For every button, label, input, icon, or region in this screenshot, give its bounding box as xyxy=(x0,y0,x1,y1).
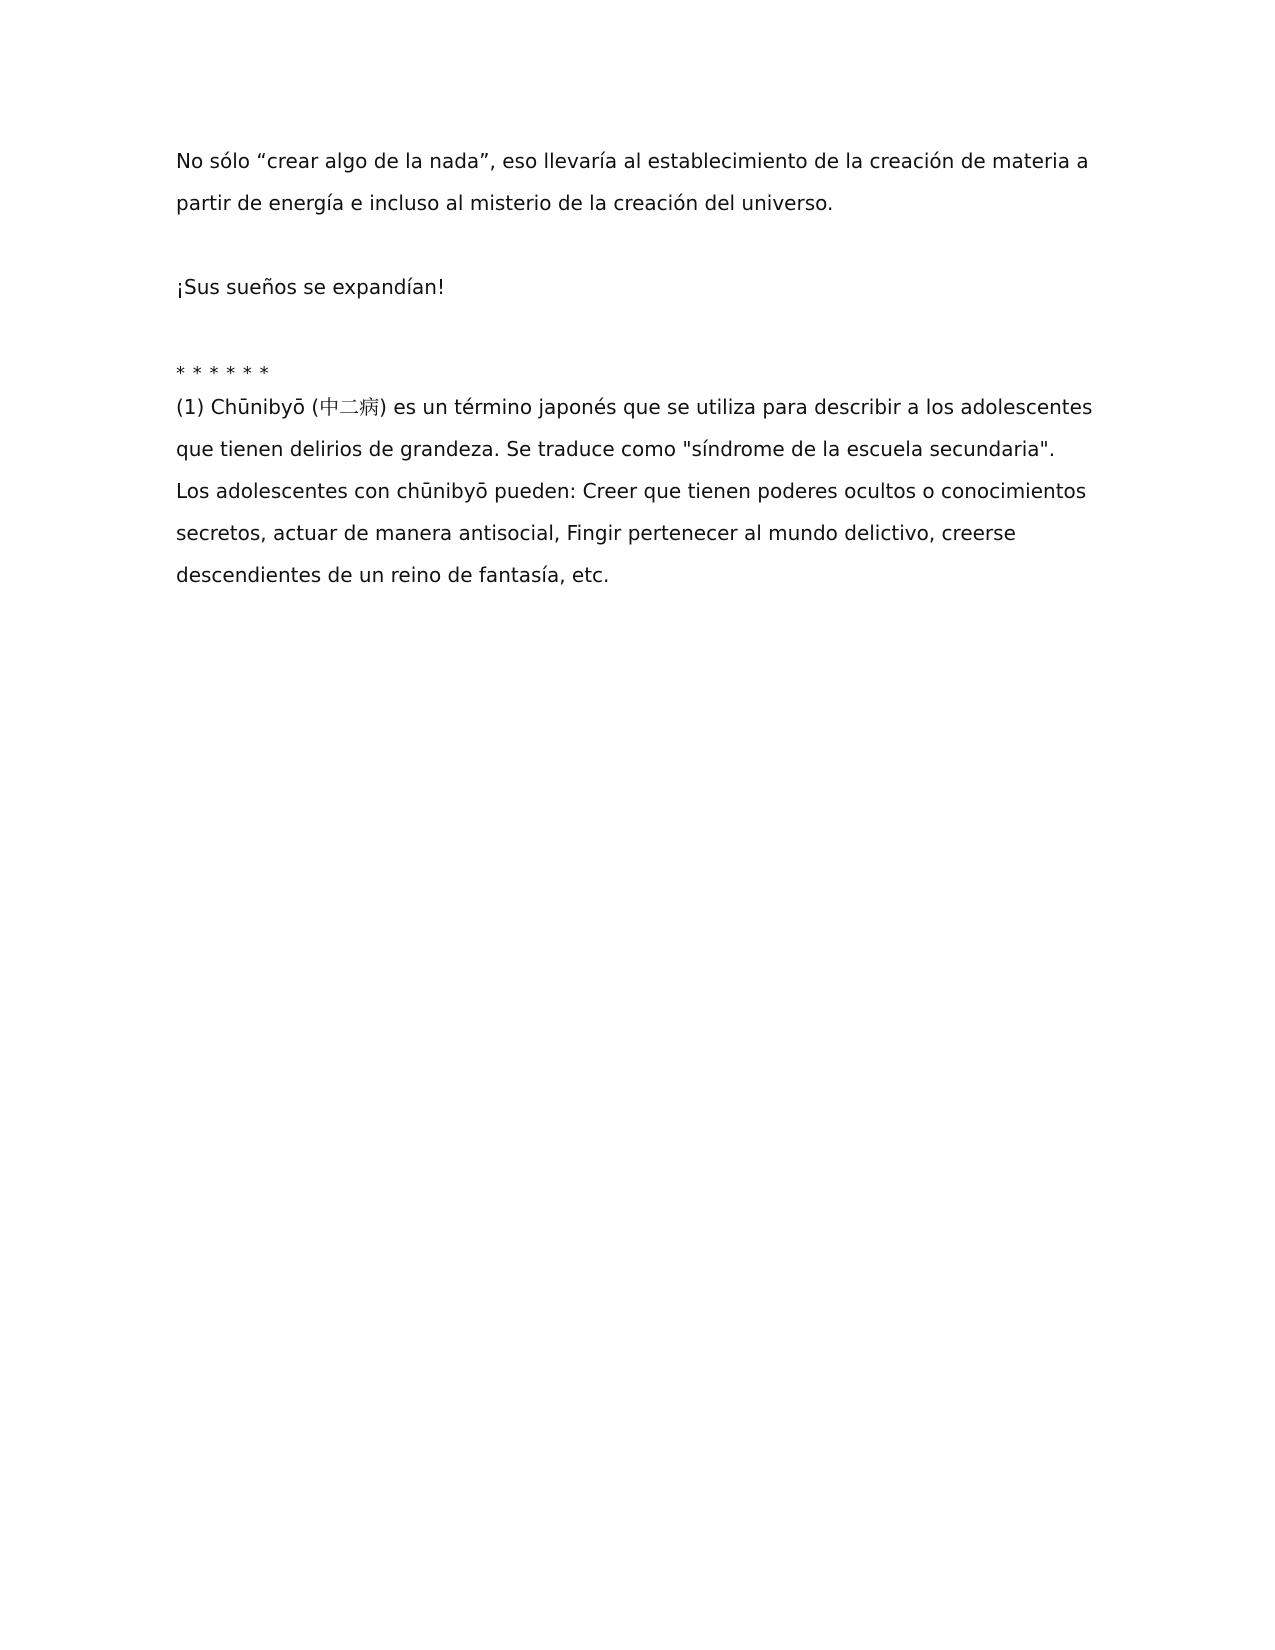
paragraph-creation xyxy=(176,140,1096,224)
footnote-line: (1) Chūnibyō (中二病) es un término japonés que se utiliza para describir a los adolescentes xyxy=(176,395,1093,419)
paragraph-spacing xyxy=(176,308,1096,350)
footnote-line: secretos, actuar de manera antisocial, Fingir pertenecer al mundo delictivo, creerse xyxy=(176,521,1016,545)
footnote-line: que tienen delirios de grandeza. Se traduce como "síndrome de la escuela secundaria". xyxy=(176,437,1056,461)
text-line: partir de energía e incluso al misterio de la creación del universo. xyxy=(176,191,834,215)
footnote-line: Los adolescentes con chūnibyō pueden: Creer que tienen poderes ocultos o conocimientos xyxy=(176,479,1087,503)
document-body xyxy=(176,140,1096,596)
text-line: No sólo “crear algo de la nada”, eso llevaría al establecimiento de la creación de materia a xyxy=(176,149,1089,173)
footnote-line: descendientes de un reino de fantasía, etc. xyxy=(176,563,610,587)
paragraph-spacing xyxy=(176,224,1096,266)
paragraph-dreams: ¡Sus sueños se expandían! xyxy=(176,275,445,299)
footnote-chunibyo xyxy=(176,386,1096,596)
section-separator: * * * * * * xyxy=(176,363,270,384)
